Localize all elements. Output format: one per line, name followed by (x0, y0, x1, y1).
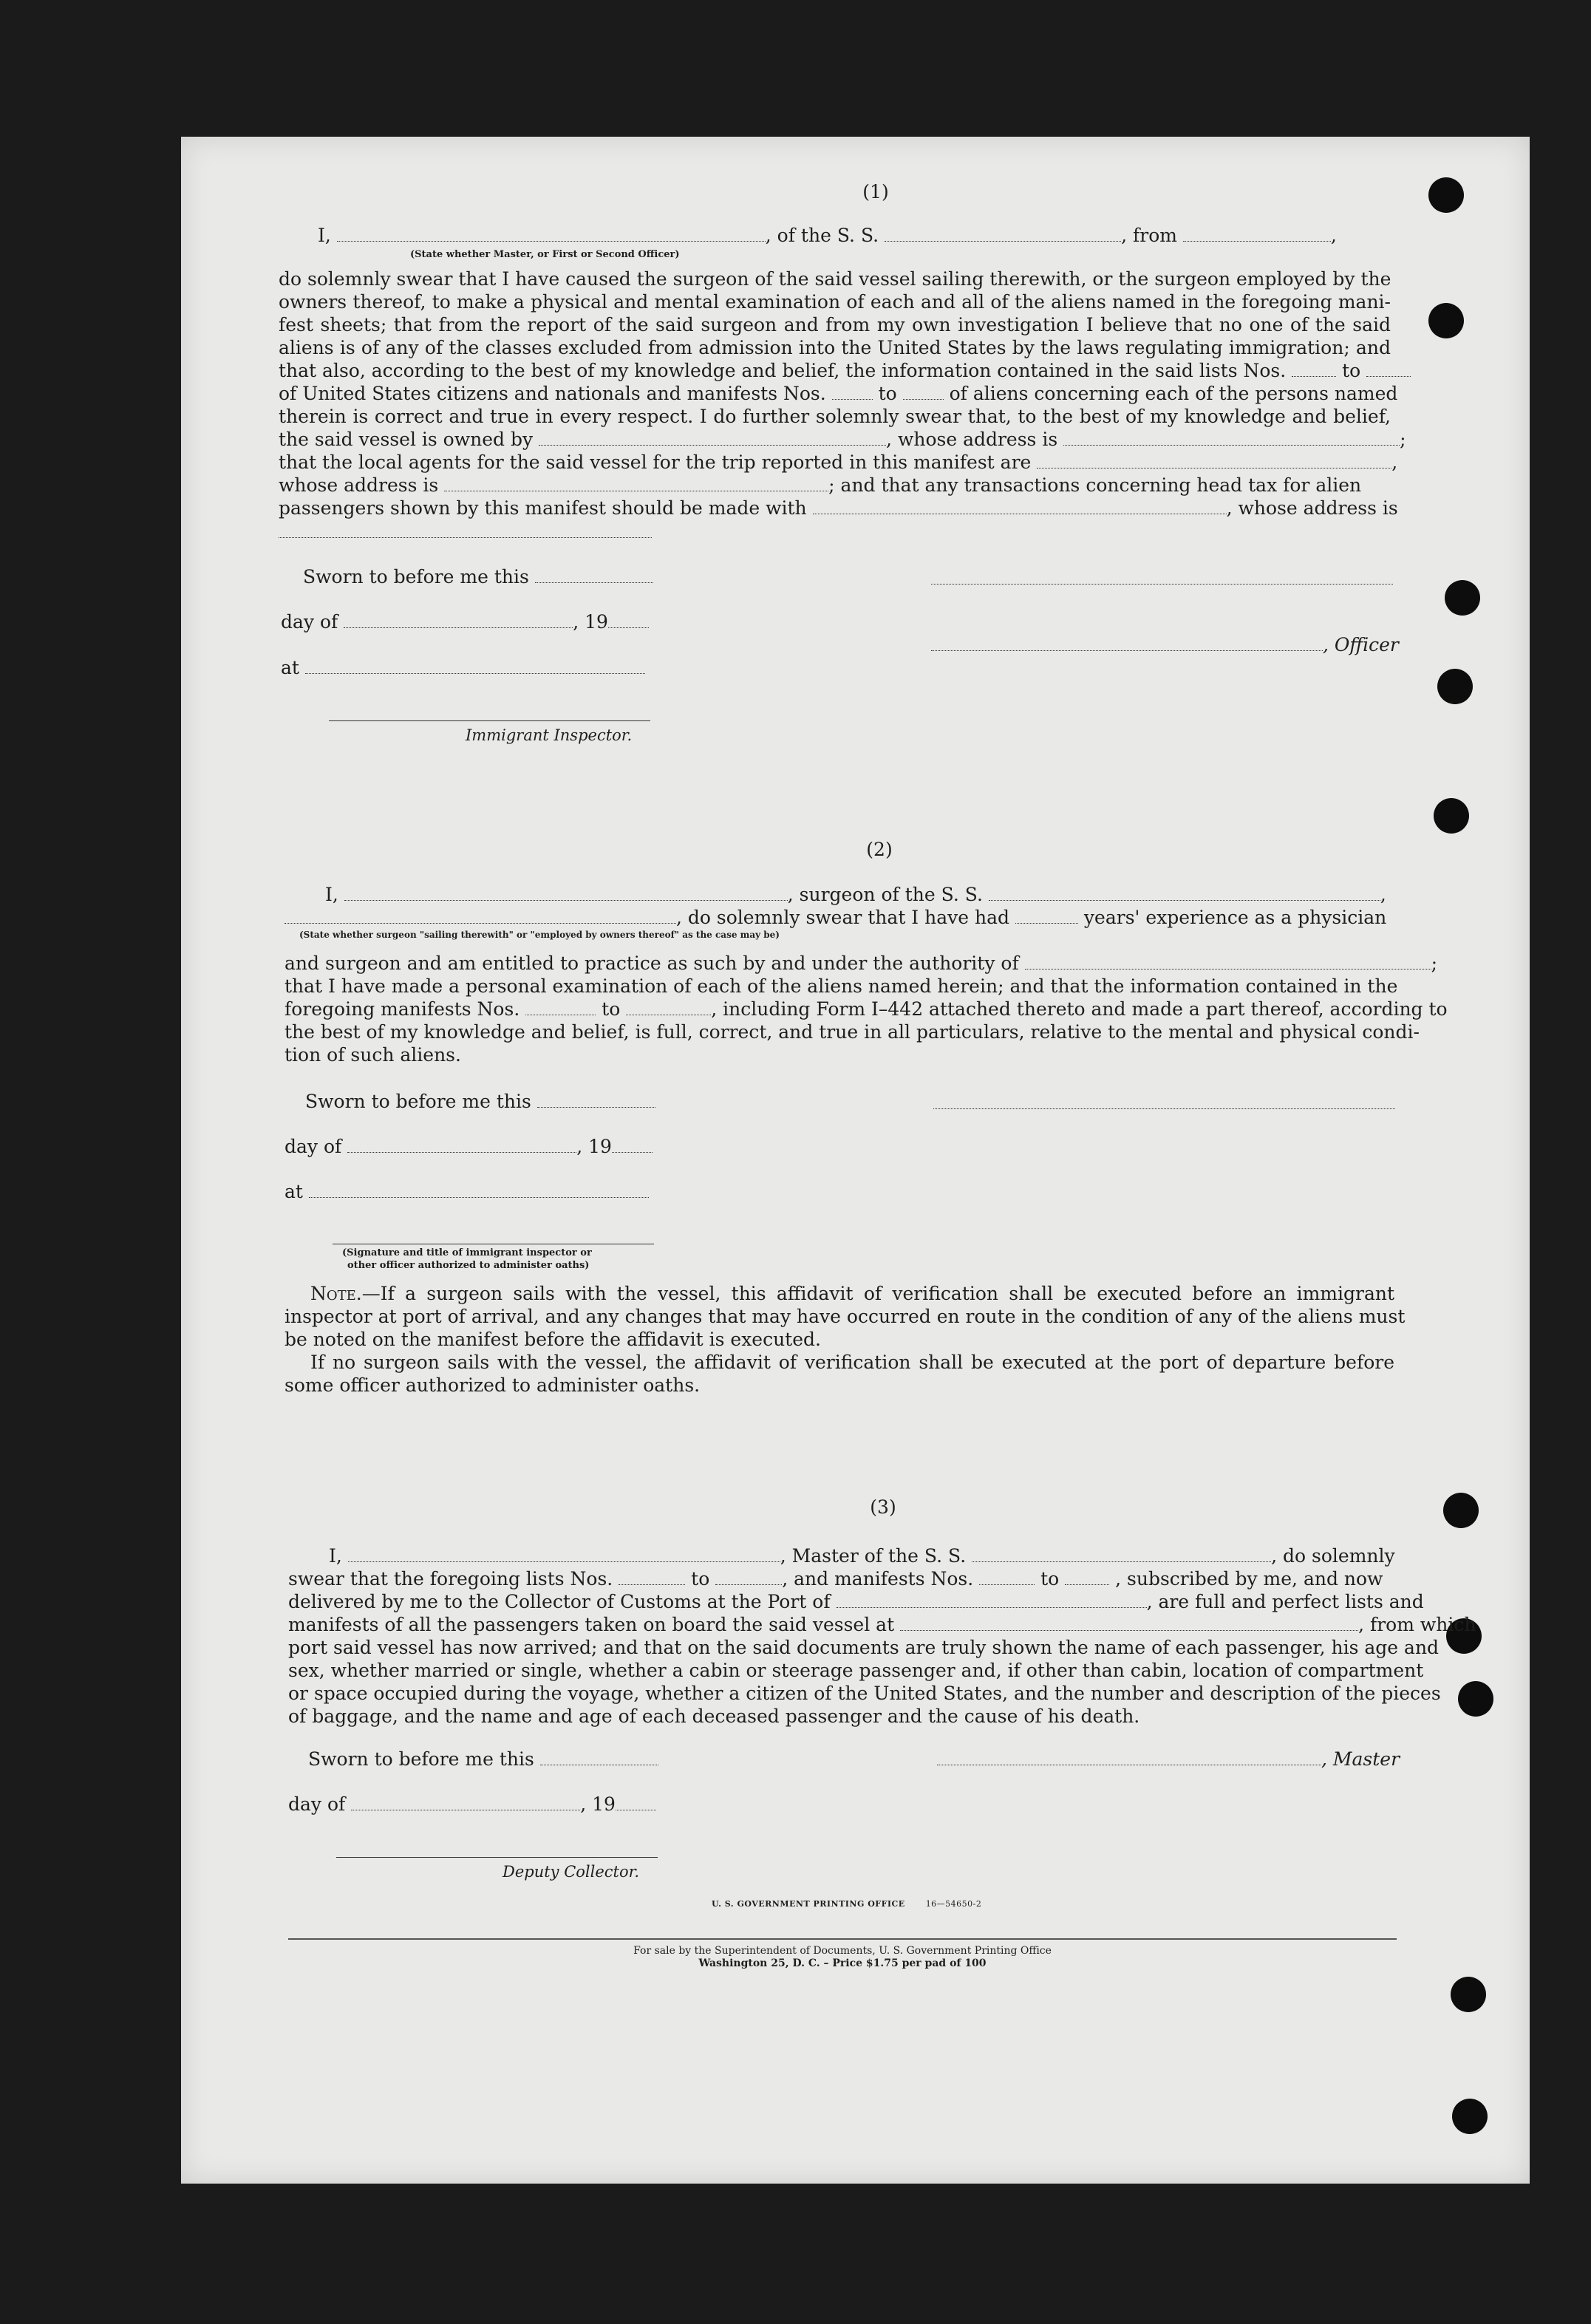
inspector-caption: Immigrant Inspector. (466, 726, 633, 744)
s2-line-6: the best of my knowledge and belief, is full, correct, and true in all particulars, relative to the mental and physical condi- (285, 1021, 1420, 1043)
officer-signature-line[interactable] (931, 584, 1393, 585)
s1-line-8: therein is correct and true in every respect. I do further solemnly swear that, to the best of my knowledge and belief, (279, 406, 1391, 427)
s3-day: day of , 19 (288, 1793, 656, 1816)
s3-lists-from-field[interactable] (619, 1571, 685, 1585)
lists-to-field[interactable] (1366, 363, 1411, 377)
s1-body-line: aliens is of any of the classes excluded from admission into the United States by the laws regulating immigration; and (279, 337, 1391, 358)
authority-field[interactable] (1025, 955, 1431, 970)
s1-officer-line: , Officer (931, 633, 1399, 656)
s3-line-4: manifests of all the passengers taken on board the said vessel at , from which (288, 1614, 1476, 1635)
s1-body-line: owners thereof, to make a physical and mental examination of each and all of the aliens named in the foregoing mani- (279, 291, 1391, 313)
s1-line-7: of United States citizens and nationals and manifests Nos. to of aliens concerning each of the persons named (279, 383, 1398, 404)
punch-hole (1458, 1681, 1493, 1717)
s2-manifests-to-field[interactable] (626, 1001, 711, 1015)
s2-line-2: , do solemnly swear that I have had years' experience as a physician (285, 906, 1386, 929)
manifests-from-field[interactable] (832, 386, 873, 400)
section-1-number: (1) (862, 181, 889, 202)
s1-day: day of , 19 (281, 610, 649, 633)
s3-line-3: delivered by me to the Collector of Customs at the Port of , are full and perfect lists and (288, 1591, 1424, 1612)
s3-body-line: or space occupied during the voyage, whether a citizen of the United States, and the number and description of the pieces (288, 1683, 1441, 1704)
form-page (181, 137, 1530, 2184)
s1-place-field[interactable] (305, 660, 645, 674)
punch-hole (1428, 303, 1464, 338)
s1-sworn: Sworn to before me this (303, 565, 653, 588)
s2-sig-note-2: other officer authorized to administer oaths) (347, 1260, 590, 1271)
s1-line-1: I, , of the S. S. , from , (318, 225, 1337, 246)
s2-line-4: that I have made a personal examination of each of the aliens named herein; and that the information contained in the (285, 975, 1398, 997)
footer-line-1: For sale by the Superintendent of Documents, U. S. Government Printing Office (633, 1945, 1052, 1957)
s3-sworn-date-field[interactable] (540, 1751, 658, 1765)
s3-master-line: , Master (937, 1748, 1400, 1771)
s2-sworn: Sworn to before me this (305, 1090, 655, 1113)
s1-line-11: whose address is ; and that any transactions concerning head tax for alien (279, 474, 1362, 496)
surgeon-signature-line[interactable] (933, 1108, 1395, 1109)
s2-place-field[interactable] (309, 1184, 649, 1198)
footer-line-2: Washington 25, D. C. – Price $1.75 per pad of 100 (698, 1957, 987, 1969)
s2-line-1: I, , surgeon of the S. S. , (325, 884, 1386, 905)
vessel-name-field[interactable] (885, 228, 1121, 242)
s1-line-10: that the local agents for the said vessel for the trip reported in this manifest are , (279, 451, 1398, 473)
s3-vessel-field[interactable] (972, 1548, 1271, 1562)
s3-line-8: of baggage, and the name and age of each deceased passenger and the cause of his death. (288, 1705, 1140, 1727)
s3-manifests-to-field[interactable] (1065, 1571, 1109, 1585)
section-2-number: (2) (866, 839, 893, 860)
years-experience-field[interactable] (1015, 910, 1078, 924)
s3-body-line: port said vessel has now arrived; and that on the said documents are truly shown the name of each passenger, his age and (288, 1637, 1440, 1658)
s1-note: (State whether Master, or First or Second Officer) (410, 249, 680, 260)
s3-manifests-from-field[interactable] (979, 1571, 1035, 1585)
s3-line-1: I, , Master of the S. S. , do solemnly (329, 1545, 1395, 1567)
s2-sworn-date-field[interactable] (537, 1094, 655, 1108)
departure-port-field[interactable] (1183, 228, 1331, 242)
lists-from-field[interactable] (1292, 363, 1336, 377)
head-tax-contact-field[interactable] (813, 500, 1227, 514)
s2-vessel-field[interactable] (989, 887, 1380, 901)
agents-address-field[interactable] (444, 477, 828, 491)
s2-line-7: tion of such aliens. (285, 1044, 461, 1066)
boarding-port-field[interactable] (900, 1617, 1358, 1631)
s2-note: (State whether surgeon "sailing therewith" or "employed by owners thereof" as the case may be) (299, 930, 780, 940)
s1-sworn-date-field[interactable] (535, 569, 653, 583)
s3-body-line: sex, whether married or single, whether a cabin or steerage passenger and, if other than cabin, location of compartment (288, 1660, 1424, 1681)
s1-at: at (281, 656, 645, 679)
officer-name-field[interactable] (337, 228, 766, 242)
s1-line-6: that also, according to the best of my knowledge and belief, the information contained in the said lists Nos. to (279, 359, 1411, 382)
punch-hole (1452, 2099, 1488, 2134)
owner-address-field[interactable] (1063, 432, 1400, 446)
s1-line-9: the said vessel is owned by , whose address is ; (279, 429, 1406, 450)
punch-hole (1445, 580, 1480, 616)
s2-sig-note-1: (Signature and title of immigrant inspector or (342, 1247, 592, 1258)
section-3-number: (3) (870, 1496, 896, 1518)
surgeon-name-field[interactable] (344, 887, 788, 901)
s2-line-3: and surgeon and am entitled to practice as such by and under the authority of ; (285, 953, 1438, 974)
head-tax-address-line[interactable] (279, 537, 652, 538)
collector-signature-line[interactable] (336, 1857, 658, 1858)
s2-year-field[interactable] (612, 1139, 653, 1153)
s3-lists-to-field[interactable] (715, 1571, 782, 1585)
s1-body-line: do solemnly swear that I have caused the surgeon of the said vessel sailing therewith, or the surgeon employed by the (279, 268, 1391, 290)
manifests-to-field[interactable] (903, 386, 944, 400)
s3-sworn: Sworn to before me this (308, 1748, 658, 1771)
s2-note-line-2: inspector at port of arrival, and any changes that may have occurred en route in the condition of any of the aliens must (285, 1306, 1406, 1327)
printing-office: U. S. GOVERNMENT PRINTING OFFICE 16—54650-2 (712, 1899, 982, 1909)
s1-line-12: passengers shown by this manifest should be made with , whose address is (279, 497, 1398, 519)
s1-body-line: fest sheets; that from the report of the said surgeon and from my own investigation I believe that no one of the said (279, 314, 1391, 335)
s3-line-2: swear that the foregoing lists Nos. to , and manifests Nos. to , subscribed by me, and now (288, 1568, 1383, 1589)
punch-hole (1434, 798, 1469, 834)
punch-hole (1428, 177, 1464, 213)
s2-at: at (285, 1180, 649, 1203)
punch-hole (1443, 1493, 1479, 1528)
footer-divider (288, 1938, 1397, 1940)
s2-note-line-1: Note.—If a surgeon sails with the vessel, this affidavit of verification shall be executed before an immigrant (310, 1283, 1394, 1304)
s2-manifests-from-field[interactable] (525, 1001, 596, 1015)
collector-caption: Deputy Collector. (502, 1863, 640, 1881)
master-signature-field[interactable] (937, 1751, 1321, 1765)
s2-day: day of , 19 (285, 1135, 653, 1158)
s2-note-line-5: some officer authorized to administer oaths. (285, 1374, 701, 1396)
owner-field[interactable] (539, 432, 886, 446)
officer-signature-field[interactable] (931, 637, 1323, 651)
punch-hole (1451, 1977, 1486, 2012)
master-name-field[interactable] (348, 1548, 780, 1562)
s1-day-field[interactable] (344, 614, 573, 628)
surgeon-status-field[interactable] (285, 910, 676, 924)
s2-note-line-4: If no surgeon sails with the vessel, the affidavit of verification shall be executed at the port of departure before (310, 1352, 1394, 1373)
port-field[interactable] (837, 1594, 1147, 1608)
local-agents-field[interactable] (1037, 454, 1391, 468)
s3-year-field[interactable] (616, 1796, 656, 1810)
s2-line-5: foregoing manifests Nos. to , including Form I–442 attached thereto and made a part thereof, according to (285, 998, 1448, 1020)
punch-hole (1437, 669, 1473, 704)
inspector-signature-line[interactable] (329, 720, 650, 721)
s2-day-field[interactable] (347, 1139, 576, 1153)
s2-note-line-3: be noted on the manifest before the affidavit is executed. (285, 1329, 821, 1350)
s3-day-field[interactable] (351, 1796, 580, 1810)
s1-year-field[interactable] (608, 614, 649, 628)
